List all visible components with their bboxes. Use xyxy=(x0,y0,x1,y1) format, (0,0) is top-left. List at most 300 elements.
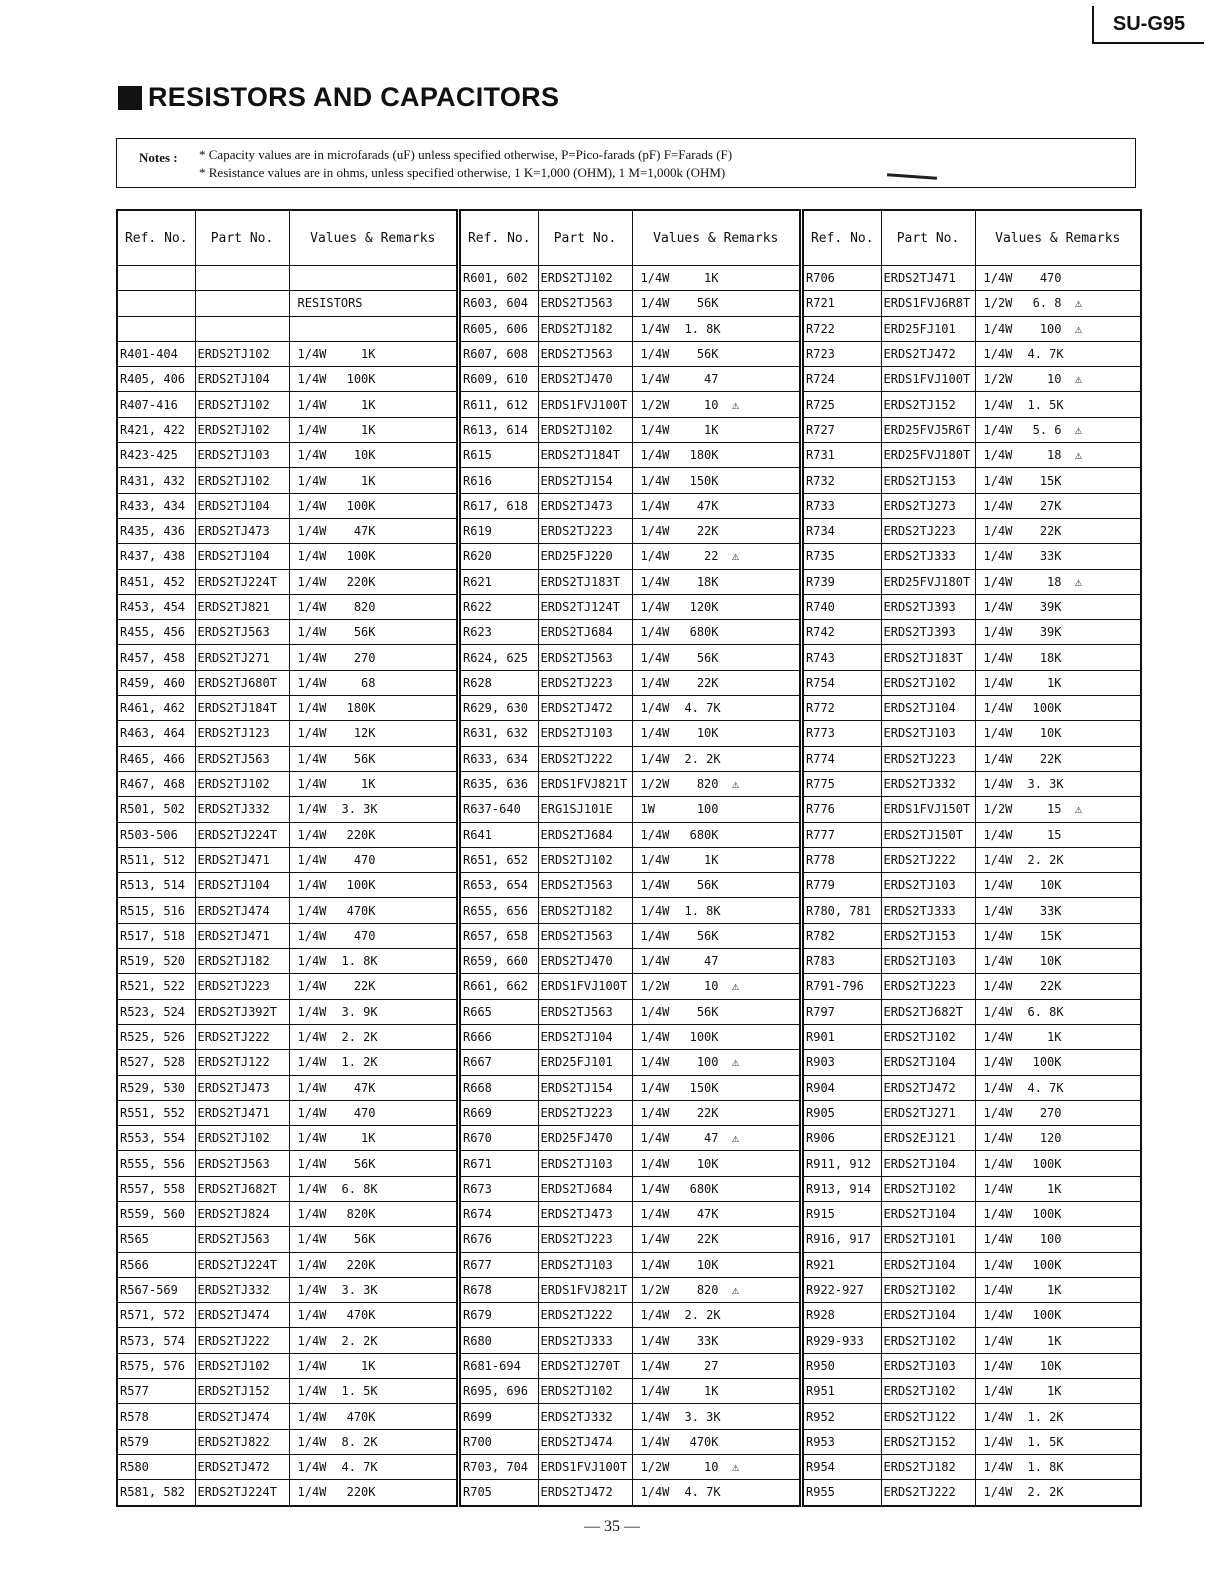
wattage: 1/4W xyxy=(297,1485,327,1500)
table-row xyxy=(117,417,457,442)
wattage: 1/4W xyxy=(983,422,1013,437)
wattage: 1/4W xyxy=(983,347,1013,362)
values-cell xyxy=(975,594,1141,619)
ref-no-cell: R616 xyxy=(460,468,538,493)
values-cell xyxy=(975,797,1141,822)
ref-no-cell: R605, 606 xyxy=(460,316,538,341)
values-cell xyxy=(975,847,1141,872)
ref-no-cell: R679 xyxy=(460,1303,538,1328)
part-no-cell: ERDS2TJ104 xyxy=(881,1151,975,1176)
part-no-cell: ERDS2TJ472 xyxy=(881,1075,975,1100)
ref-no-cell: R575, 576 xyxy=(117,1353,195,1378)
values-cell xyxy=(975,1075,1141,1100)
resistance-value: 3. 3K xyxy=(684,1409,721,1424)
resistance-value: 1K xyxy=(361,422,376,437)
part-no-cell: ERDS2TJ393 xyxy=(881,594,975,619)
ref-no-cell: R734 xyxy=(803,518,881,543)
values-cell xyxy=(975,1126,1141,1151)
part-no-cell: ERDS2TJ332 xyxy=(538,1404,632,1429)
table-row xyxy=(117,316,457,341)
safety-warning-icon: ⚠ xyxy=(1074,448,1083,463)
values-cell xyxy=(632,1277,800,1302)
resistance-value: 18K xyxy=(1039,650,1062,665)
values-cell xyxy=(289,266,457,291)
wattage: 1/4W xyxy=(640,1358,670,1373)
values-cell xyxy=(975,873,1141,898)
wattage: 1/4W xyxy=(640,1308,670,1323)
values-cell xyxy=(975,696,1141,721)
part-no-cell: ERDS2TJ103 xyxy=(195,443,289,468)
resistance-value: 1K xyxy=(361,397,376,412)
parts-table-middle xyxy=(459,209,801,1507)
values-cell xyxy=(289,746,457,771)
resistance-value: 220K xyxy=(346,827,376,842)
part-no-cell: ERDS2TJ183T xyxy=(881,645,975,670)
values-header: Values & Remarks xyxy=(289,210,457,266)
ref-no-cell: R669 xyxy=(460,1100,538,1125)
wattage: 1/4W xyxy=(297,701,327,716)
ref-no-header: Ref. No. xyxy=(117,210,195,266)
values-cell xyxy=(289,898,457,923)
table-row xyxy=(460,1480,800,1506)
part-no-cell: ERDS2TJ183T xyxy=(538,569,632,594)
parts-table-left xyxy=(116,209,458,1507)
part-no-cell: ERDS2TJ102 xyxy=(881,1176,975,1201)
values-cell xyxy=(975,771,1141,796)
part-no-cell xyxy=(195,266,289,291)
section-heading xyxy=(118,82,559,113)
wattage: 1/4W xyxy=(640,271,670,286)
ref-no-cell: R921 xyxy=(803,1252,881,1277)
table-row xyxy=(803,1151,1141,1176)
ref-no-cell: R953 xyxy=(803,1429,881,1454)
resistance-value: 1K xyxy=(1047,1333,1062,1348)
wattage: 1/4W xyxy=(297,979,327,994)
values-cell xyxy=(632,594,800,619)
resistance-value: 820 xyxy=(696,777,719,792)
part-no-cell: ERDS2TJ332 xyxy=(881,771,975,796)
values-cell xyxy=(289,847,457,872)
table-row xyxy=(460,569,800,594)
values-cell xyxy=(289,1126,457,1151)
ref-no-cell: R904 xyxy=(803,1075,881,1100)
part-no-cell: ERDS2TJ682T xyxy=(195,1176,289,1201)
values-cell xyxy=(632,670,800,695)
wattage: 1/4W xyxy=(983,751,1013,766)
ref-no-cell: R435, 436 xyxy=(117,518,195,543)
wattage: 1/4W xyxy=(297,397,327,412)
table-row xyxy=(460,999,800,1024)
ref-no-cell: R677 xyxy=(460,1252,538,1277)
values-cell xyxy=(632,1303,800,1328)
wattage: 1/4W xyxy=(983,1434,1013,1449)
resistance-value: 22K xyxy=(1039,979,1062,994)
part-no-cell: ERDS2TJ822 xyxy=(195,1429,289,1454)
resistance-value: 56K xyxy=(696,878,719,893)
table-row xyxy=(803,569,1141,594)
part-no-cell: ERDS2TJ333 xyxy=(881,544,975,569)
wattage: 1/4W xyxy=(983,1308,1013,1323)
resistance-value: 220K xyxy=(346,1257,376,1272)
resistance-value: 4. 7K xyxy=(1027,347,1064,362)
part-no-cell: ERDS2TJ471 xyxy=(195,1100,289,1125)
wattage: 1/4W xyxy=(640,852,670,867)
values-cell xyxy=(975,1379,1141,1404)
table-row xyxy=(117,797,457,822)
part-no-cell: ERDS2TJ472 xyxy=(881,341,975,366)
resistance-value: 47K xyxy=(353,524,376,539)
part-no-cell: ERDS2TJ102 xyxy=(881,1328,975,1353)
ref-no-cell: R629, 630 xyxy=(460,696,538,721)
part-no-cell: ERDS2TJ392T xyxy=(195,999,289,1024)
part-no-cell: ERDS2TJ223 xyxy=(538,1227,632,1252)
part-no-cell: ERDS2TJ104 xyxy=(195,544,289,569)
values-cell xyxy=(289,1454,457,1479)
ref-no-cell: R565 xyxy=(117,1227,195,1252)
table-row xyxy=(460,1075,800,1100)
part-no-cell: ERDS2TJ223 xyxy=(881,518,975,543)
wattage: 1/2W xyxy=(640,1283,670,1298)
table-row xyxy=(803,1404,1141,1429)
resistance-value: 1. 5K xyxy=(341,1384,378,1399)
resistance-value: 33K xyxy=(1039,549,1062,564)
resistance-value: 470 xyxy=(353,1105,376,1120)
ref-no-cell: R655, 656 xyxy=(460,898,538,923)
resistance-value: 56K xyxy=(353,625,376,640)
values-cell xyxy=(289,1480,457,1506)
values-cell xyxy=(289,923,457,948)
part-no-cell: ERDS2TJ103 xyxy=(538,1252,632,1277)
values-cell xyxy=(975,443,1141,468)
part-no-cell: ERDS2TJ104 xyxy=(881,1252,975,1277)
ref-no-cell: R725 xyxy=(803,392,881,417)
table-row xyxy=(117,1303,457,1328)
table-row xyxy=(803,1126,1141,1151)
part-no-cell: ERDS2TJ271 xyxy=(881,1100,975,1125)
resistance-value: 6. 8K xyxy=(1027,1004,1064,1019)
resistance-value: 1K xyxy=(361,1358,376,1373)
wattage: 1/4W xyxy=(640,549,670,564)
table-row xyxy=(460,797,800,822)
resistance-value: 5. 6 xyxy=(1032,422,1062,437)
resistance-value: 120 xyxy=(1039,1131,1062,1146)
table-row xyxy=(460,266,800,291)
part-no-cell: ERDS2TJ223 xyxy=(538,670,632,695)
table-row xyxy=(803,721,1141,746)
part-no-cell: ERD25FVJ180T xyxy=(881,569,975,594)
resistance-value: 220K xyxy=(346,1485,376,1500)
ref-no-cell: R503-506 xyxy=(117,822,195,847)
ref-no-cell: R706 xyxy=(803,266,881,291)
wattage: 1/4W xyxy=(983,1409,1013,1424)
wattage: 1/4W xyxy=(983,473,1013,488)
wattage: 1/4W xyxy=(640,574,670,589)
wattage: 1/4W xyxy=(297,726,327,741)
wattage: 1/4W xyxy=(297,675,327,690)
values-cell xyxy=(289,1303,457,1328)
table-row xyxy=(460,1227,800,1252)
resistance-value: 27K xyxy=(1039,498,1062,513)
table-row xyxy=(460,594,800,619)
wattage: 1/4W xyxy=(297,1434,327,1449)
values-cell xyxy=(632,392,800,417)
notes-label: Notes : xyxy=(139,150,178,165)
wattage: 1/4W xyxy=(983,903,1013,918)
wattage: 1/4W xyxy=(640,675,670,690)
safety-warning-icon: ⚠ xyxy=(731,1131,740,1146)
part-no-cell: ERDS2TJ104 xyxy=(195,493,289,518)
part-no-cell: ERDS2TJ684 xyxy=(538,822,632,847)
wattage: 1/4W xyxy=(297,802,327,817)
ref-no-cell: R779 xyxy=(803,873,881,898)
wattage: 1/4W xyxy=(640,1333,670,1348)
table-row xyxy=(117,822,457,847)
table-row xyxy=(117,1050,457,1075)
part-no-cell: ERD25FVJ180T xyxy=(881,443,975,468)
part-no-cell: ERDS2TJ474 xyxy=(195,898,289,923)
resistance-value: 180K xyxy=(689,448,719,463)
values-cell xyxy=(975,367,1141,392)
table-row xyxy=(803,518,1141,543)
wattage: 1/4W xyxy=(640,372,670,387)
ref-no-cell: R601, 602 xyxy=(460,266,538,291)
wattage: 1/4W xyxy=(640,1207,670,1222)
resistance-value: 1. 2K xyxy=(341,1055,378,1070)
table-row xyxy=(460,923,800,948)
resistance-value: 2. 2K xyxy=(684,751,721,766)
table-row xyxy=(117,771,457,796)
part-no-cell: ERDS2TJ182 xyxy=(538,898,632,923)
table-row xyxy=(803,443,1141,468)
values-cell xyxy=(289,493,457,518)
table-row xyxy=(460,1151,800,1176)
wattage: 1/4W xyxy=(983,650,1013,665)
part-no-cell: ERDS2TJ333 xyxy=(538,1328,632,1353)
values-cell xyxy=(975,518,1141,543)
table-row xyxy=(460,898,800,923)
values-cell xyxy=(632,1379,800,1404)
wattage: 1/4W xyxy=(983,1333,1013,1348)
values-cell xyxy=(632,847,800,872)
values-cell xyxy=(632,1252,800,1277)
table-row xyxy=(460,1379,800,1404)
part-no-cell: ERDS2TJ102 xyxy=(195,341,289,366)
values-cell xyxy=(289,443,457,468)
resistance-value: 10K xyxy=(1039,726,1062,741)
resistance-value: 3. 9K xyxy=(341,1004,378,1019)
values-cell xyxy=(632,367,800,392)
wattage: 1/4W xyxy=(640,701,670,716)
table-row xyxy=(117,1075,457,1100)
resistance-value: 47K xyxy=(696,1207,719,1222)
resistance-value: 1K xyxy=(704,1384,719,1399)
table-row xyxy=(117,1353,457,1378)
values-cell xyxy=(289,1404,457,1429)
table-row xyxy=(460,1126,800,1151)
ref-no-cell: R622 xyxy=(460,594,538,619)
table-row xyxy=(460,518,800,543)
values-cell xyxy=(289,1252,457,1277)
ref-no-cell: R431, 432 xyxy=(117,468,195,493)
resistance-value: 56K xyxy=(353,751,376,766)
values-cell xyxy=(289,1050,457,1075)
table-row xyxy=(803,1277,1141,1302)
resistance-value: 10 xyxy=(704,397,719,412)
table-row xyxy=(117,493,457,518)
values-cell xyxy=(975,645,1141,670)
ref-no-cell: R700 xyxy=(460,1429,538,1454)
ref-no-cell: R727 xyxy=(803,417,881,442)
resistance-value: 2. 2K xyxy=(1027,1485,1064,1500)
wattage: 1/4W xyxy=(297,650,327,665)
values-cell xyxy=(289,645,457,670)
part-no-cell: ERDS2TJ684 xyxy=(538,620,632,645)
resistance-value: 100 xyxy=(1039,1232,1062,1247)
wattage: 1/2W xyxy=(640,777,670,792)
resistance-value: 56K xyxy=(696,296,719,311)
ref-no-cell: R681-694 xyxy=(460,1353,538,1378)
wattage: 1/4W xyxy=(297,1384,327,1399)
values-cell xyxy=(289,873,457,898)
resistance-value: 2. 2K xyxy=(1027,852,1064,867)
resistance-value: 6. 8 xyxy=(1032,296,1062,311)
ref-no-cell: R671 xyxy=(460,1151,538,1176)
safety-warning-icon: ⚠ xyxy=(1074,296,1083,311)
wattage: 1/4W xyxy=(983,1358,1013,1373)
wattage: 1/4W xyxy=(640,1105,670,1120)
part-no-cell: ERDS1FVJ100T xyxy=(538,1454,632,1479)
resistance-value: 27 xyxy=(704,1358,719,1373)
wattage: 1/4W xyxy=(983,600,1013,614)
bullet-square-icon xyxy=(118,86,142,110)
resistance-value: 10 xyxy=(704,1460,719,1475)
safety-warning-icon: ⚠ xyxy=(731,549,740,564)
wattage: 1/4W xyxy=(297,625,327,640)
resistance-value: 1K xyxy=(361,1131,376,1146)
ref-no-cell: R635, 636 xyxy=(460,771,538,796)
table-row xyxy=(460,367,800,392)
wattage: 1/4W xyxy=(297,600,327,614)
page-number: — 35 — xyxy=(584,1518,640,1535)
values-cell xyxy=(975,1176,1141,1201)
safety-warning-icon: ⚠ xyxy=(731,979,740,994)
ref-no-cell: R401-404 xyxy=(117,341,195,366)
ref-no-cell: R455, 456 xyxy=(117,620,195,645)
resistance-value: 15K xyxy=(1039,473,1062,488)
wattage: 1/4W xyxy=(297,1181,327,1196)
values-cell xyxy=(632,746,800,771)
resistance-value: 270 xyxy=(353,650,376,665)
table-row xyxy=(460,721,800,746)
wattage: 1/2W xyxy=(640,1460,670,1475)
table-row xyxy=(803,1480,1141,1506)
part-no-cell: ERDS2TJ153 xyxy=(881,468,975,493)
table-row xyxy=(803,316,1141,341)
table-row xyxy=(460,493,800,518)
ref-no-cell: R911, 912 xyxy=(803,1151,881,1176)
ref-no-cell: R705 xyxy=(460,1480,538,1506)
table-row xyxy=(117,291,457,316)
wattage: 1/4W xyxy=(640,878,670,893)
ref-no-cell: R465, 466 xyxy=(117,746,195,771)
wattage: 1/4W xyxy=(983,448,1013,463)
wattage: 1/4W xyxy=(983,954,1013,969)
values-cell xyxy=(975,1454,1141,1479)
safety-warning-icon: ⚠ xyxy=(1074,372,1083,387)
resistance-value: 33K xyxy=(696,1333,719,1348)
table-row xyxy=(803,1328,1141,1353)
values-cell xyxy=(289,721,457,746)
resistance-value: 820 xyxy=(353,600,376,614)
part-no-cell: ERDS2TJ563 xyxy=(195,1227,289,1252)
wattage: 1/4W xyxy=(983,1131,1013,1146)
ref-no-cell: R609, 610 xyxy=(460,367,538,392)
ref-no-cell: R721 xyxy=(803,291,881,316)
wattage: 1/4W xyxy=(640,296,670,311)
part-no-cell: ERDS2TJ223 xyxy=(881,974,975,999)
ref-no-cell: R573, 574 xyxy=(117,1328,195,1353)
resistance-value: 6. 8K xyxy=(341,1181,378,1196)
values-cell xyxy=(975,1429,1141,1454)
part-no-cell: ERDS2TJ474 xyxy=(538,1429,632,1454)
table-row xyxy=(803,1176,1141,1201)
ref-no-cell: R641 xyxy=(460,822,538,847)
part-no-cell: ERDS2TJ104 xyxy=(881,1201,975,1226)
part-no-cell: ERDS2TJ473 xyxy=(538,493,632,518)
table-row xyxy=(803,594,1141,619)
resistance-value: 100K xyxy=(346,549,376,564)
safety-warning-icon: ⚠ xyxy=(1074,422,1083,437)
resistance-value: 1K xyxy=(1047,1030,1062,1045)
ref-no-cell: R670 xyxy=(460,1126,538,1151)
ref-no-cell: R607, 608 xyxy=(460,341,538,366)
resistance-value: 1. 5K xyxy=(1027,397,1064,412)
values-cell xyxy=(289,1227,457,1252)
values-cell xyxy=(975,1100,1141,1125)
resistance-value: 100K xyxy=(1032,701,1062,716)
part-no-cell: ERDS2TJ102 xyxy=(538,1379,632,1404)
values-cell xyxy=(289,974,457,999)
resistance-value: 220K xyxy=(346,574,376,589)
values-cell xyxy=(975,316,1141,341)
values-cell xyxy=(632,544,800,569)
resistance-value: 1K xyxy=(361,347,376,362)
wattage: 1/4W xyxy=(983,498,1013,513)
wattage: 1/4W xyxy=(297,852,327,867)
part-no-cell: ERDS2TJ102 xyxy=(195,417,289,442)
values-cell xyxy=(975,266,1141,291)
part-no-cell: ERDS2TJ224T xyxy=(195,822,289,847)
resistance-value: 470 xyxy=(1039,271,1062,286)
resistance-value: 1K xyxy=(704,271,719,286)
resistance-value: 22 xyxy=(704,549,719,564)
table-row xyxy=(803,468,1141,493)
part-no-cell: ERDS2TJ102 xyxy=(195,771,289,796)
table-row xyxy=(803,341,1141,366)
part-no-cell: ERDS2TJ563 xyxy=(538,873,632,898)
resistance-value: 10 xyxy=(1047,372,1062,387)
table-row xyxy=(460,670,800,695)
table-row xyxy=(117,341,457,366)
table-row xyxy=(117,645,457,670)
wattage: 1/4W xyxy=(297,954,327,969)
values-cell xyxy=(632,620,800,645)
resistance-value: 470 xyxy=(353,928,376,943)
values-cell xyxy=(975,822,1141,847)
table-row xyxy=(117,266,457,291)
ref-no-cell: R405, 406 xyxy=(117,367,195,392)
wattage: 1/4W xyxy=(297,1030,327,1045)
